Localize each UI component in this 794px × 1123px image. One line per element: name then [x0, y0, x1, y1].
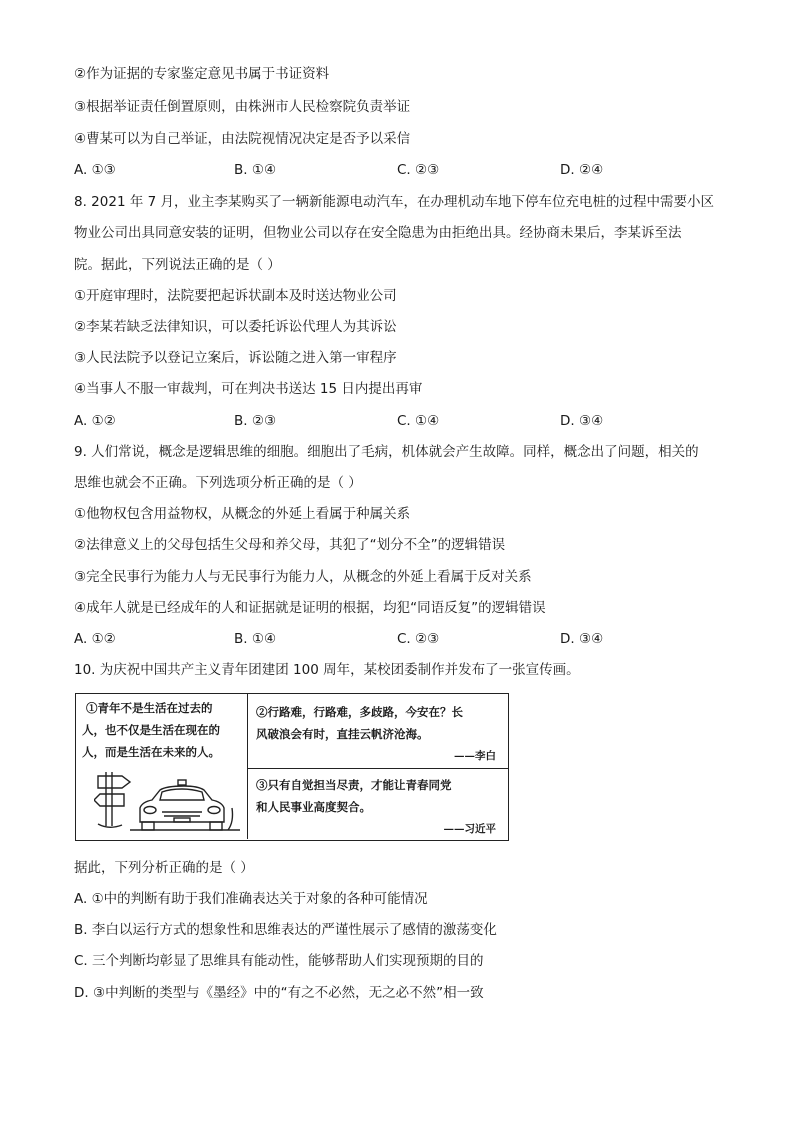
- q7-option-b[interactable]: B. ①④: [234, 162, 277, 178]
- q7-item-4: ④曹某可以为自己举证，由法院视情况决定是否予以采信: [74, 131, 411, 147]
- q9-option-c[interactable]: C. ②③: [397, 631, 440, 647]
- q10-question: 据此，下列分析正确的是（ ）: [74, 860, 254, 876]
- q7-option-a[interactable]: A. ①③: [74, 162, 116, 178]
- q7-option-d[interactable]: D. ②④: [560, 162, 604, 178]
- poster-quote-3-line-1: ③只有自觉担当尽责，才能让青春同党: [256, 778, 452, 792]
- q8-item-1: ①开庭审理时，法院要把起诉状副本及时送达物业公司: [74, 288, 397, 304]
- q8-item-3: ③人民法院予以登记立案后，诉讼随之进入第一审程序: [74, 350, 397, 366]
- q10-option-b[interactable]: B. 李白以运行方式的想象性和思维表达的严谨性展示了感情的激荡变化: [74, 922, 497, 938]
- poster-quote-3-author: ——习近平: [443, 823, 496, 835]
- poster-quote-2-line-1: ②行路难，行路难，多歧路，今安在？长: [256, 705, 463, 719]
- q7-item-3: ③根据举证责任倒置原则，由株洲市人民检察院负责举证: [74, 99, 411, 115]
- q8-option-a[interactable]: A. ①②: [74, 413, 116, 429]
- signpost-icon: [94, 772, 130, 827]
- q7-options: [74, 160, 714, 180]
- poster-quote-2-author: ——李白: [454, 750, 496, 762]
- car-icon: [130, 780, 240, 830]
- q9-option-b[interactable]: B. ①④: [234, 631, 277, 647]
- q8-option-c[interactable]: C. ①④: [397, 413, 440, 429]
- propaganda-poster: [75, 693, 509, 841]
- q9-item-2: ②法律意义上的父母包括生父母和养父母，其犯了“划分不全”的逻辑错误: [74, 537, 506, 553]
- q8-item-2: ②李某若缺乏法律知识，可以委托诉讼代理人为其诉讼: [74, 319, 397, 335]
- q9-item-3: ③完全民事行为能力人与无民事行为能力人，从概念的外延上看属于反对关系: [74, 569, 532, 585]
- q9-options: [74, 629, 714, 649]
- q9-option-d[interactable]: D. ③④: [560, 631, 604, 647]
- poster-quote-1-line-2: 人，也不仅是生活在现在的: [82, 723, 220, 737]
- q9-option-a[interactable]: A. ①②: [74, 631, 116, 647]
- q9-item-4: ④成年人就是已经成年的人和证据就是证明的根据，均犯“同语反复”的逻辑错误: [74, 600, 546, 616]
- poster-quote-3-line-2: 和人民事业高度契合。: [256, 800, 371, 814]
- q8-stem-line-1: 8. 2021 年 7 月，业主李某购买了一辆新能源电动汽车，在办理机动车地下停车位充电桩的过程中需要小区: [74, 194, 714, 210]
- q8-stem-line-2: 物业公司出具同意安装的证明，但物业公司以存在安全隐患为由拒绝出具。经协商未果后，李某诉至法: [74, 225, 682, 241]
- q8-item-4: ④当事人不服一审裁判，可在判决书送达 15 日内提出再审: [74, 381, 423, 397]
- poster-quote-1-line-1: ①青年不是生活在过去的: [86, 701, 213, 715]
- q9-item-1: ①他物权包含用益物权，从概念的外延上看属于种属关系: [74, 506, 411, 522]
- q10-option-a[interactable]: A. ①中的判断有助于我们准确表达关于对象的各种可能情况: [74, 891, 428, 907]
- poster-quote-2-line-2: 风破浪会有时，直挂云帆济沧海。: [256, 727, 429, 741]
- q8-stem-line-3: 院。据此，下列说法正确的是（ ）: [74, 257, 281, 273]
- q8-option-d[interactable]: D. ③④: [560, 413, 604, 429]
- poster-panel-2: [248, 694, 508, 769]
- q7-option-c[interactable]: C. ②③: [397, 162, 440, 178]
- poster-quote-1-line-3: 人，而是生活在未来的人。: [82, 745, 220, 759]
- q7-item-2: ②作为证据的专家鉴定意见书属于书证资料: [74, 66, 330, 82]
- q8-option-b[interactable]: B. ②③: [234, 413, 277, 429]
- q8-options: [74, 411, 714, 431]
- signpost-car-illustration: [94, 768, 244, 836]
- q10-stem: 10. 为庆祝中国共产主义青年团建团 100 周年，某校团委制作并发布了一张宣传画。: [74, 662, 580, 678]
- poster-panel-3: [248, 769, 508, 839]
- q10-option-c[interactable]: C. 三个判断均彰显了思维具有能动性，能够帮助人们实现预期的目的: [74, 953, 484, 969]
- poster-panel-1: [76, 694, 248, 839]
- q10-option-d[interactable]: D. ③中判断的类型与《墨经》中的“有之不必然，无之必不然”相一致: [74, 985, 484, 1001]
- q9-stem-line-2: 思维也就会不正确。下列选项分析正确的是（ ）: [74, 475, 362, 491]
- q9-stem-line-1: 9. 人们常说，概念是逻辑思维的细胞。细胞出了毛病，机体就会产生故障。同样，概念出了问题，相关的: [74, 444, 699, 460]
